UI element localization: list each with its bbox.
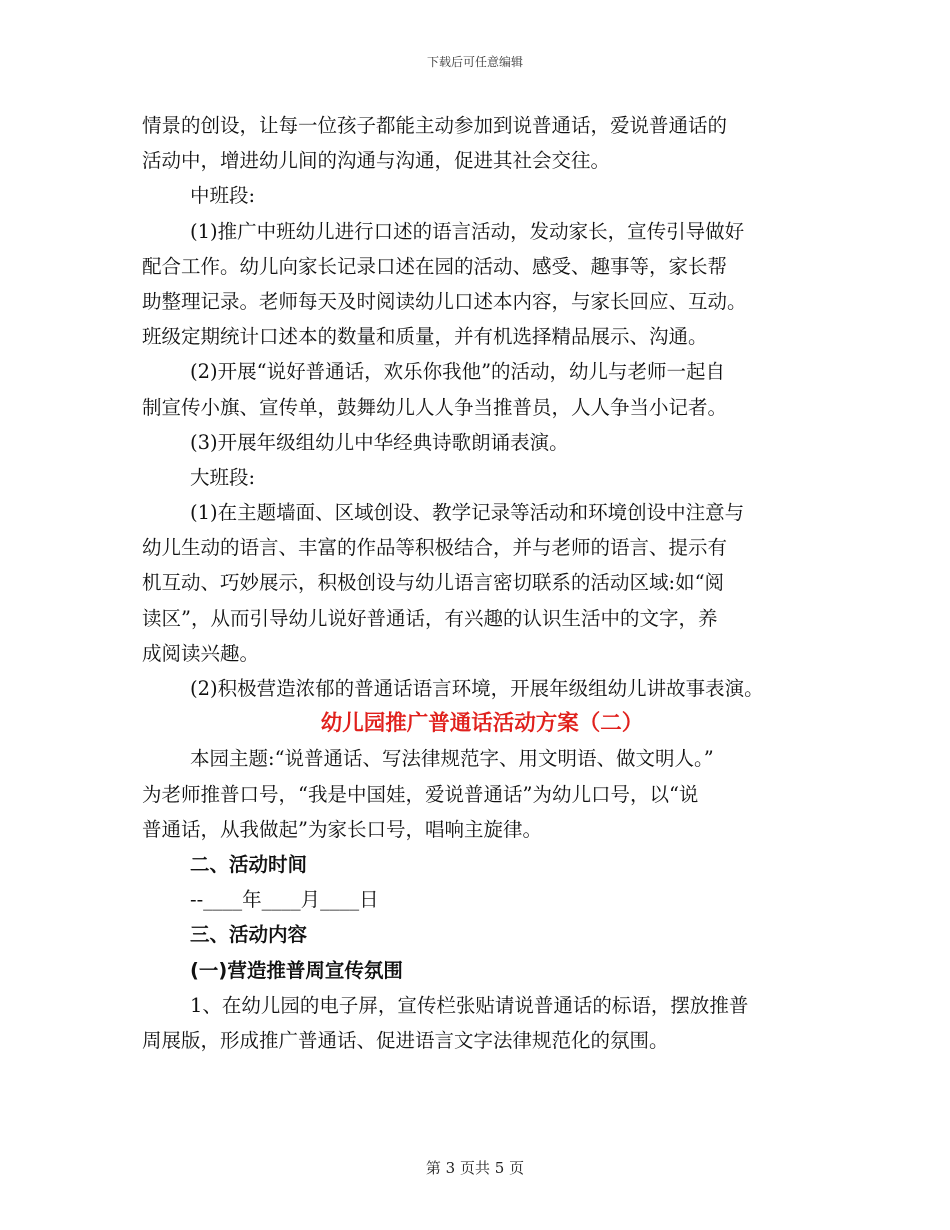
body-line: 情景的创设，让每一位孩子都能主动参加到说普通话，爱说普通话的 (142, 114, 728, 137)
heading-publicity-atmosphere: (一)营造推普周宣传氛围 (190, 958, 403, 982)
body-line: 为老师推普口号，“我是中国娃，爱说普通话”为幼儿口号，以“说 (142, 782, 699, 806)
body-line: 制宣传小旗、宣传单，鼓舞幼儿人人争当推普员，人人争当小记者。 (142, 395, 728, 419)
body-line: 成阅读兴趣。 (142, 641, 260, 665)
body-line: 机互动、巧妙展示，积极创设与幼儿语言密切联系的活动区域:如“阅 (142, 571, 725, 595)
page-footer: 第 3 页共 5 页 (425, 1159, 525, 1177)
body-line: (2)开展“说好普通话，欢乐你我他”的活动，幼儿与老师一起自 (190, 360, 726, 384)
body-line: (1)在主题墙面、区域创设、教学记录等活动和环境创设中注意与 (190, 501, 745, 525)
body-line: (1)推广中班幼儿进行口述的语言活动，发动家长，宣传引导做好 (190, 219, 745, 243)
body-line: 幼儿生动的语言、丰富的作品等积极结合，并与老师的语言、提示有 (142, 536, 728, 560)
section-title: 幼儿园推广普通话活动方案（二） (320, 711, 644, 737)
page-header: 下载后可任意编辑 (426, 55, 523, 69)
body-line: 助整理记录。老师每天及时阅读幼儿口述本内容，与家长回应、互动。 (142, 289, 747, 313)
body-line: 读区”，从而引导幼儿说好普通话，有兴趣的认识生活中的文字，养 (142, 606, 718, 630)
subheading-senior-class: 大班段: (190, 465, 256, 489)
body-line: 配合工作。幼儿向家长记录口述在园的活动、感受、趣事等，家长帮 (142, 254, 728, 278)
body-line: 普通话，从我做起”为家长口号，唱响主旋律。 (142, 817, 542, 841)
body-line: 1、在幼儿园的电子屏，宣传栏张贴请说普通话的标语，摆放推普 (190, 993, 749, 1017)
heading-activity-time: 二、活动时间 (190, 852, 308, 876)
body-line: (2)积极营造浓郁的普通话语言环境，开展年级组幼儿讲故事表演。 (190, 677, 764, 700)
heading-activity-content: 三、活动内容 (190, 923, 308, 947)
body-line: (3)开展年级组幼儿中华经典诗歌朗诵表演。 (190, 430, 569, 454)
body-line: 班级定期统计口述本的数量和质量，并有机选择精品展示、沟通。 (142, 325, 708, 349)
document-body (142, 108, 822, 1058)
date-blank-line: --____年____月____日 (190, 888, 379, 912)
body-line: 周展版，形成推广普通话、促进语言文字法律规范化的氛围。 (142, 1028, 669, 1052)
subheading-middle-class: 中班段: (190, 184, 256, 208)
body-line: 本园主题:“说普通话、写法律规范字、用文明语、做文明人。” (190, 747, 714, 771)
body-line: 活动中，增进幼儿间的沟通与沟通，促进其社会交往。 (142, 149, 611, 173)
